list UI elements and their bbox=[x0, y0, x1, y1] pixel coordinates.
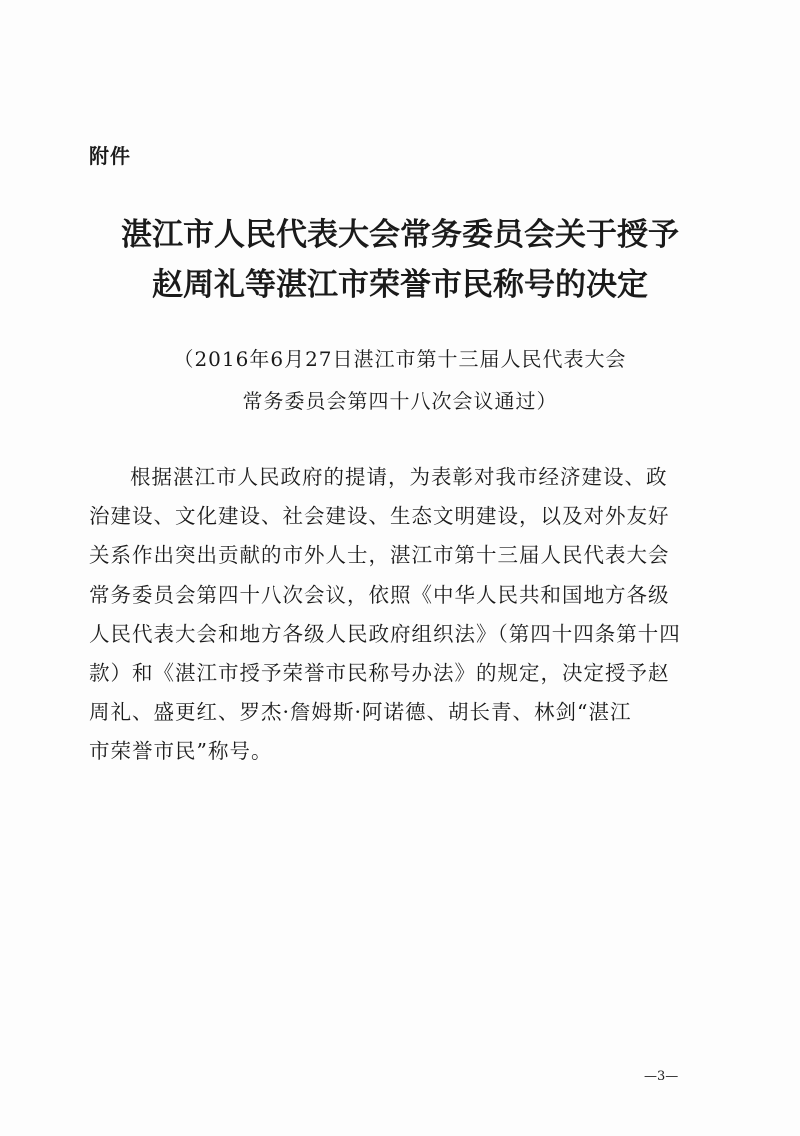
body-line: 治建设、文化建设、社会建设、生态文明建设，以及对外友好 bbox=[89, 504, 670, 529]
attachment-label: 附件 bbox=[89, 144, 131, 168]
body-line: 常务委员会第四十八次会议，依照《中华人民共和国地方各级 bbox=[89, 582, 670, 607]
body-line: 市荣誉市民”称号。 bbox=[89, 739, 273, 764]
document-title-line-2: 赵周礼等湛江市荣誉市民称号的决定 bbox=[152, 267, 648, 303]
adoption-note bbox=[100, 338, 700, 422]
body-line: 根据湛江市人民政府的提请，为表彰对我市经济建设、政 bbox=[130, 465, 668, 489]
page-number: —3— bbox=[644, 1069, 679, 1084]
body-line: 人民代表大会和地方各级人民政府组织法》（第四十四条第十四 bbox=[89, 621, 681, 646]
document-title-line-1: 湛江市人民代表大会常务委员会关于授予 bbox=[121, 217, 679, 253]
adoption-note-line-1: （2016年6月27日湛江市第十三届人民代表大会 bbox=[173, 347, 627, 371]
body-line: 周礼、盛更红、罗杰·詹姆斯·阿诺德、胡长青、林剑“湛江 bbox=[89, 700, 632, 725]
body-paragraph bbox=[89, 458, 719, 772]
body-line: 款）和《湛江市授予荣誉市民称号办法》的规定，决定授予赵 bbox=[89, 661, 670, 686]
body-line: 关系作出突出贡献的市外人士，湛江市第十三届人民代表大会 bbox=[89, 543, 670, 568]
document-title bbox=[100, 210, 700, 310]
adoption-note-line-2: 常务委员会第四十八次会议通过） bbox=[242, 389, 558, 413]
